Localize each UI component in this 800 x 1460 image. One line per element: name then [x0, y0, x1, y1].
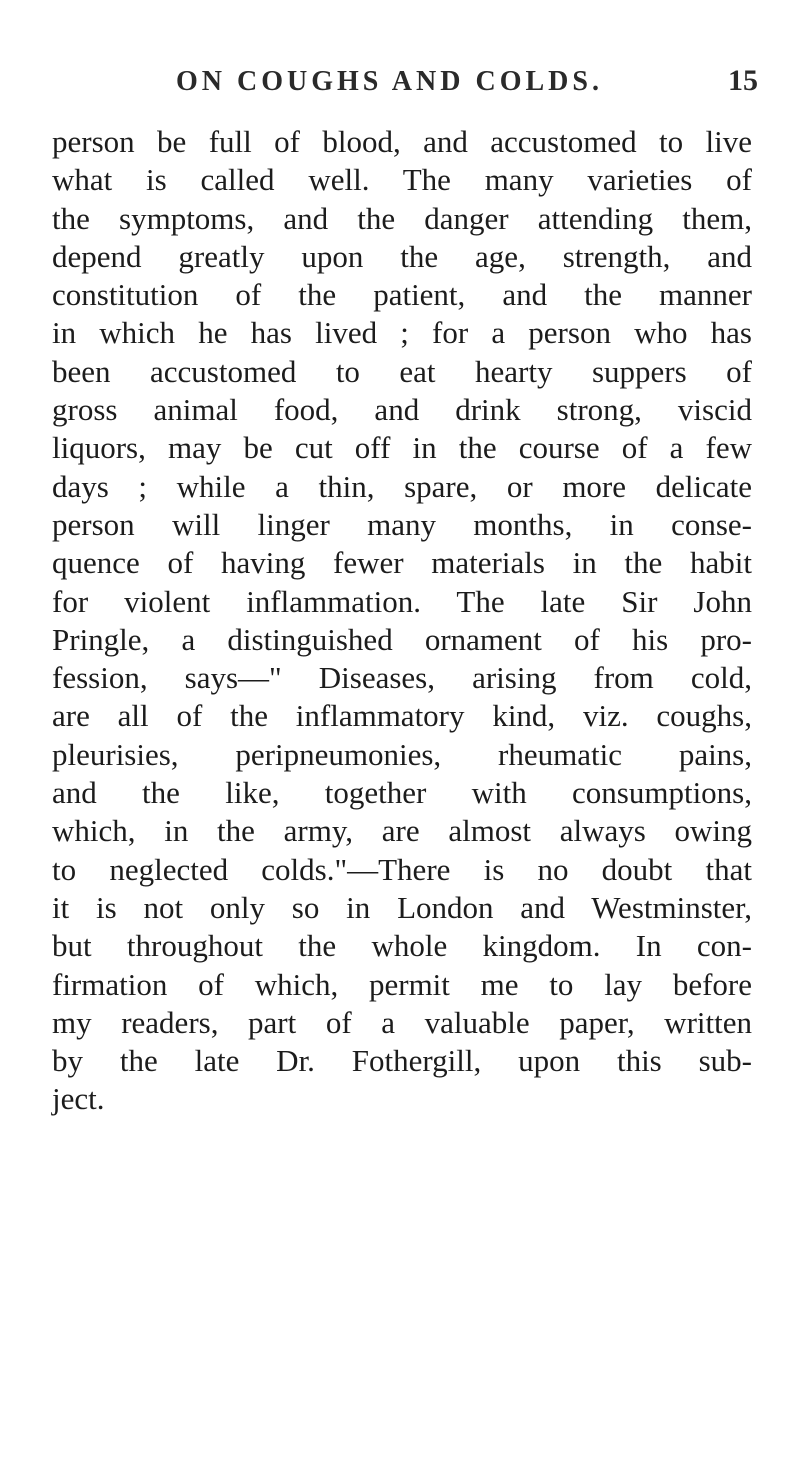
page-number: 15 [728, 64, 758, 97]
text-line: it is not only so in London and Westminster, [52, 889, 752, 925]
text-line: fession, says—" Diseases, arising from cold, [52, 660, 752, 696]
running-title: ON COUGHS AND COLDS. [176, 66, 603, 97]
text-line: are all of the inflammatory kind, viz. coughs, [52, 698, 752, 734]
text-line: and the like, together with consumptions, [52, 775, 752, 811]
text-line: what is called well. The many varieties of [52, 162, 752, 198]
text-line: by the late Dr. Fothergill, upon this sub- [52, 1043, 752, 1079]
text-line: person will linger many months, in conse- [52, 506, 752, 542]
text-line: firmation of which, permit me to lay before [52, 966, 752, 1002]
text-line: depend greatly upon the age, strength, and [52, 238, 752, 274]
text-line: liquors, may be cut off in the course of a few [52, 430, 752, 466]
running-head [0, 66, 800, 106]
text-line: the symptoms, and the danger attending them, [52, 200, 752, 236]
text-line: constitution of the patient, and the manner [52, 277, 752, 313]
text-line: gross animal food, and drink strong, viscid [52, 392, 752, 428]
text-line: to neglected colds."—There is no doubt that [52, 851, 752, 887]
text-line: days ; while a thin, spare, or more delicate [52, 468, 752, 504]
text-line: person be full of blood, and accustomed to live [52, 124, 752, 159]
text-line: in which he has lived ; for a person who has [52, 315, 752, 351]
text-line: my readers, part of a valuable paper, written [52, 1004, 752, 1040]
text-line: quence of having fewer materials in the habit [52, 545, 752, 581]
text-line: but throughout the whole kingdom. In con- [52, 928, 752, 964]
text-line: been accustomed to eat hearty suppers of [52, 353, 752, 389]
body-text [52, 123, 752, 1119]
text-line: for violent inflammation. The late Sir John [52, 583, 752, 619]
text-line: which, in the army, are almost always owing [52, 813, 752, 849]
text-line: Pringle, a distinguished ornament of his pro- [52, 621, 752, 657]
text-line: pleurisies, peripneumonies, rheumatic pains, [52, 736, 752, 772]
text-line: ject. [52, 1081, 105, 1117]
